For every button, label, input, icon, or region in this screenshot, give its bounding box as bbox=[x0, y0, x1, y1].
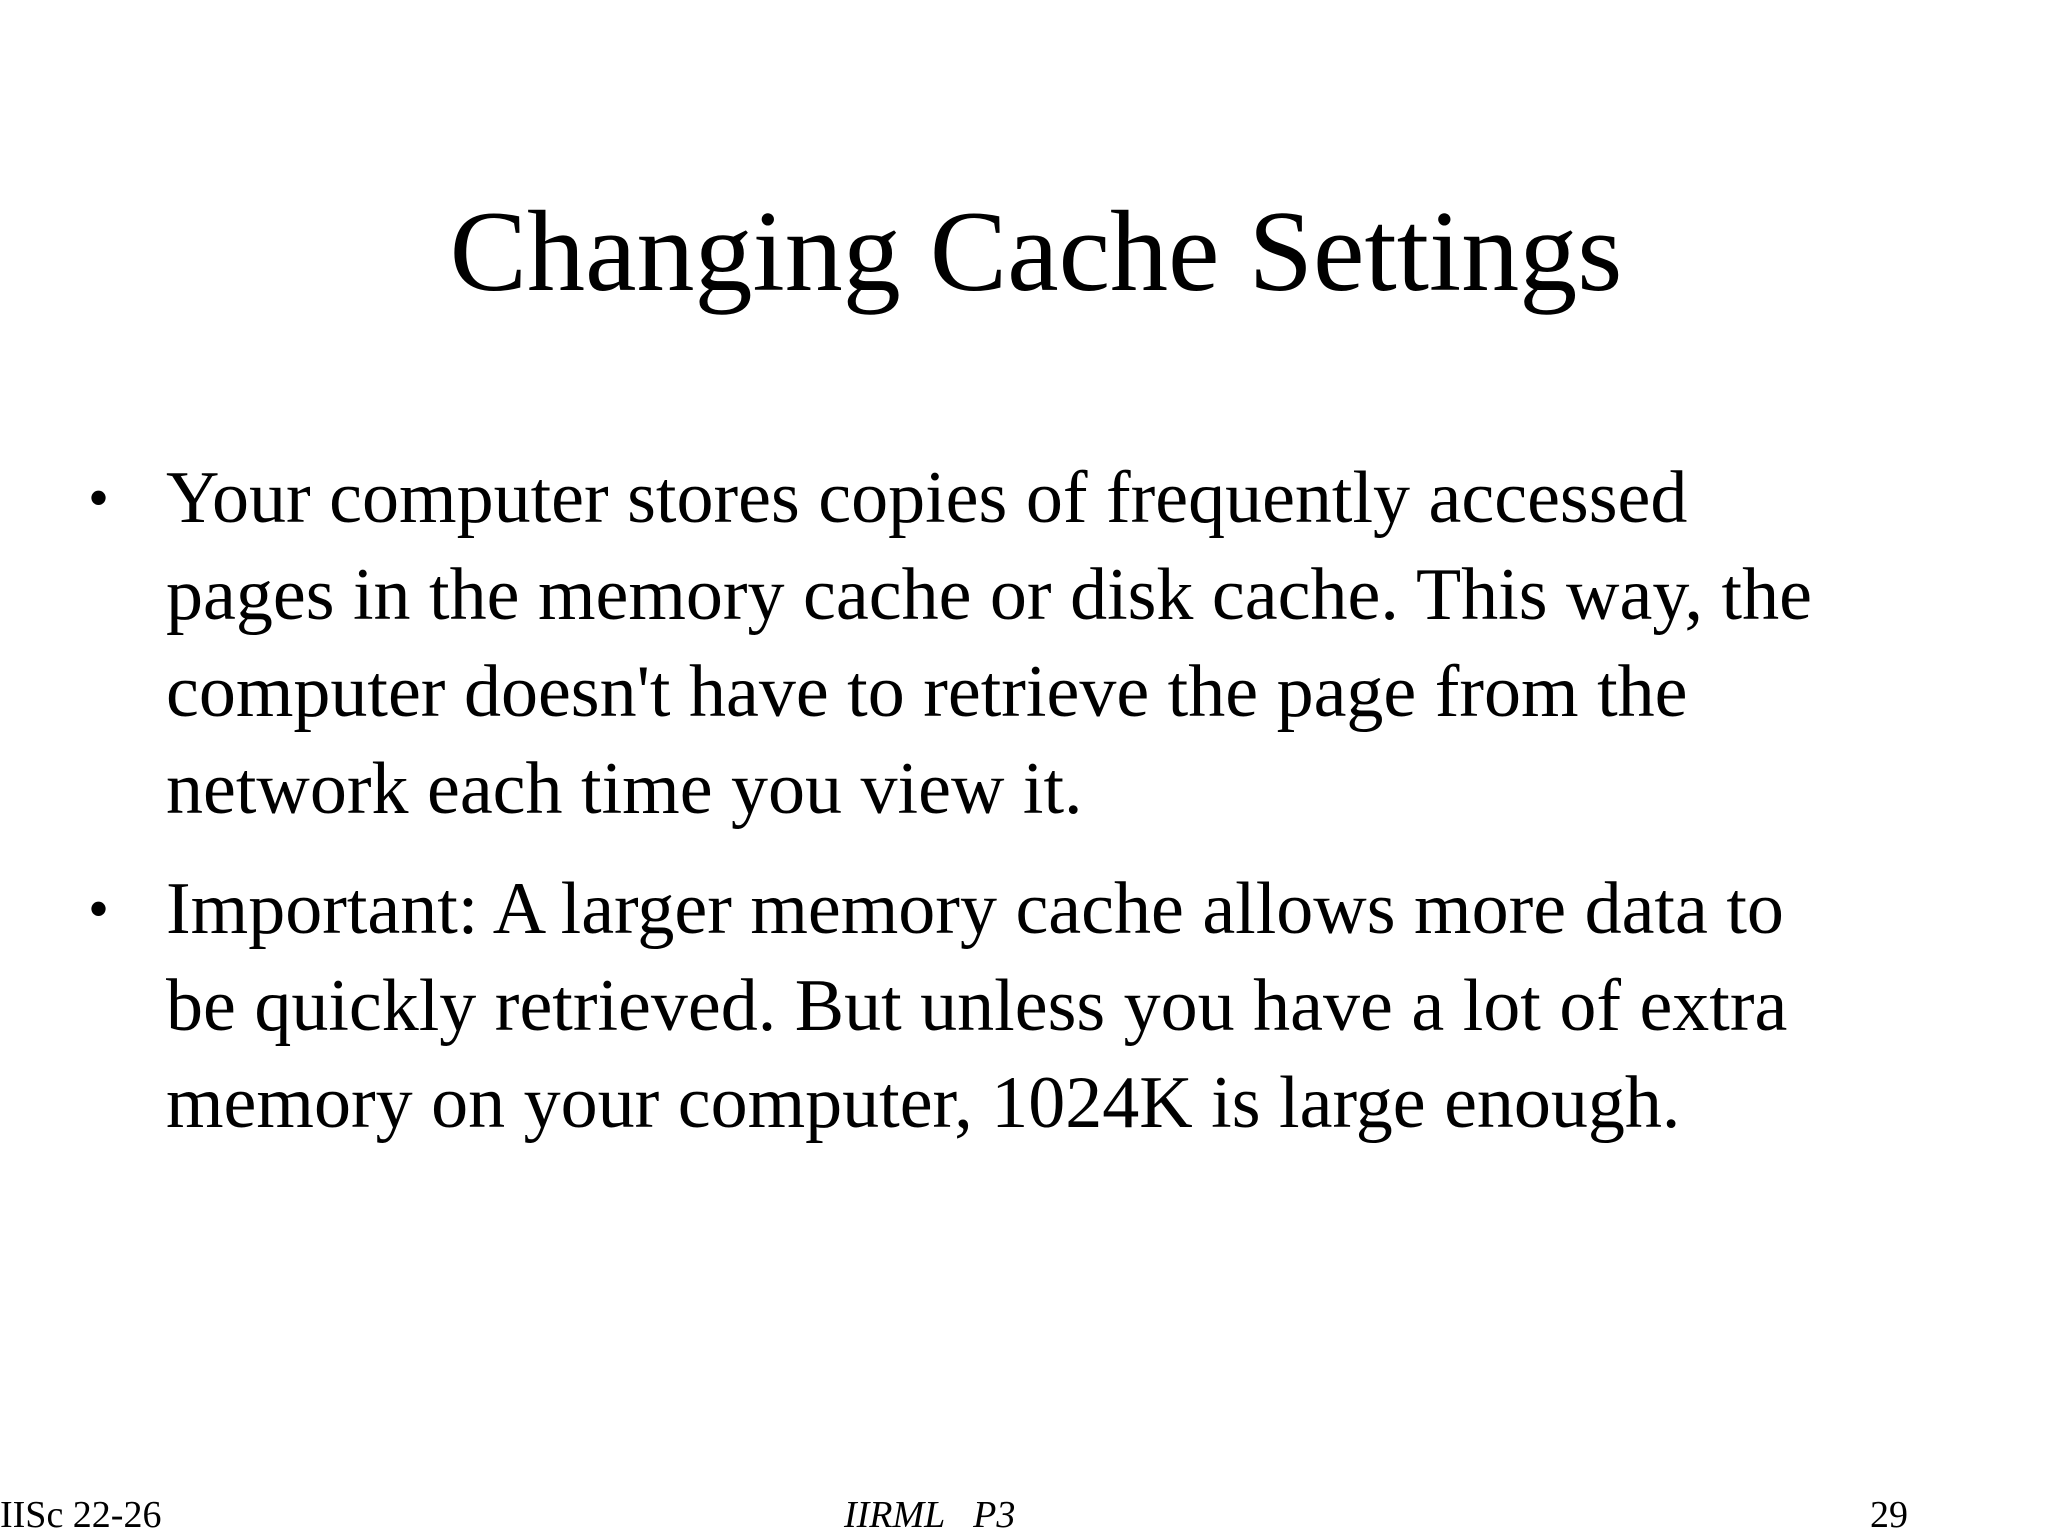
bullet-line: network each time you view it. bbox=[166, 748, 1083, 830]
bullet-line: Important: A larger memory cache allows more data to bbox=[166, 868, 1784, 950]
bullet-icon: • bbox=[88, 876, 110, 942]
bullet-item bbox=[0, 861, 2048, 1152]
bullet-list bbox=[0, 450, 2048, 1152]
bullet-line: Your computer stores copies of frequently accessed bbox=[166, 457, 1688, 539]
bullet-line: pages in the memory cache or disk cache. This way, the bbox=[166, 554, 1812, 636]
bullet-item bbox=[0, 450, 2048, 838]
footer-center-text: IIRML P3 bbox=[844, 1494, 1016, 1536]
footer-left-text: IISc 22-26 bbox=[0, 1494, 162, 1536]
bullet-line: memory on your computer, 1024K is large enough. bbox=[166, 1062, 1681, 1144]
slide-title: Changing Cache Settings bbox=[449, 188, 1623, 316]
page-number: 29 bbox=[1870, 1494, 1908, 1536]
bullet-line: computer doesn't have to retrieve the page from the bbox=[166, 651, 1688, 733]
bullet-icon: • bbox=[88, 465, 110, 531]
bullet-line: be quickly retrieved. But unless you have a lot of extra bbox=[166, 965, 1788, 1047]
